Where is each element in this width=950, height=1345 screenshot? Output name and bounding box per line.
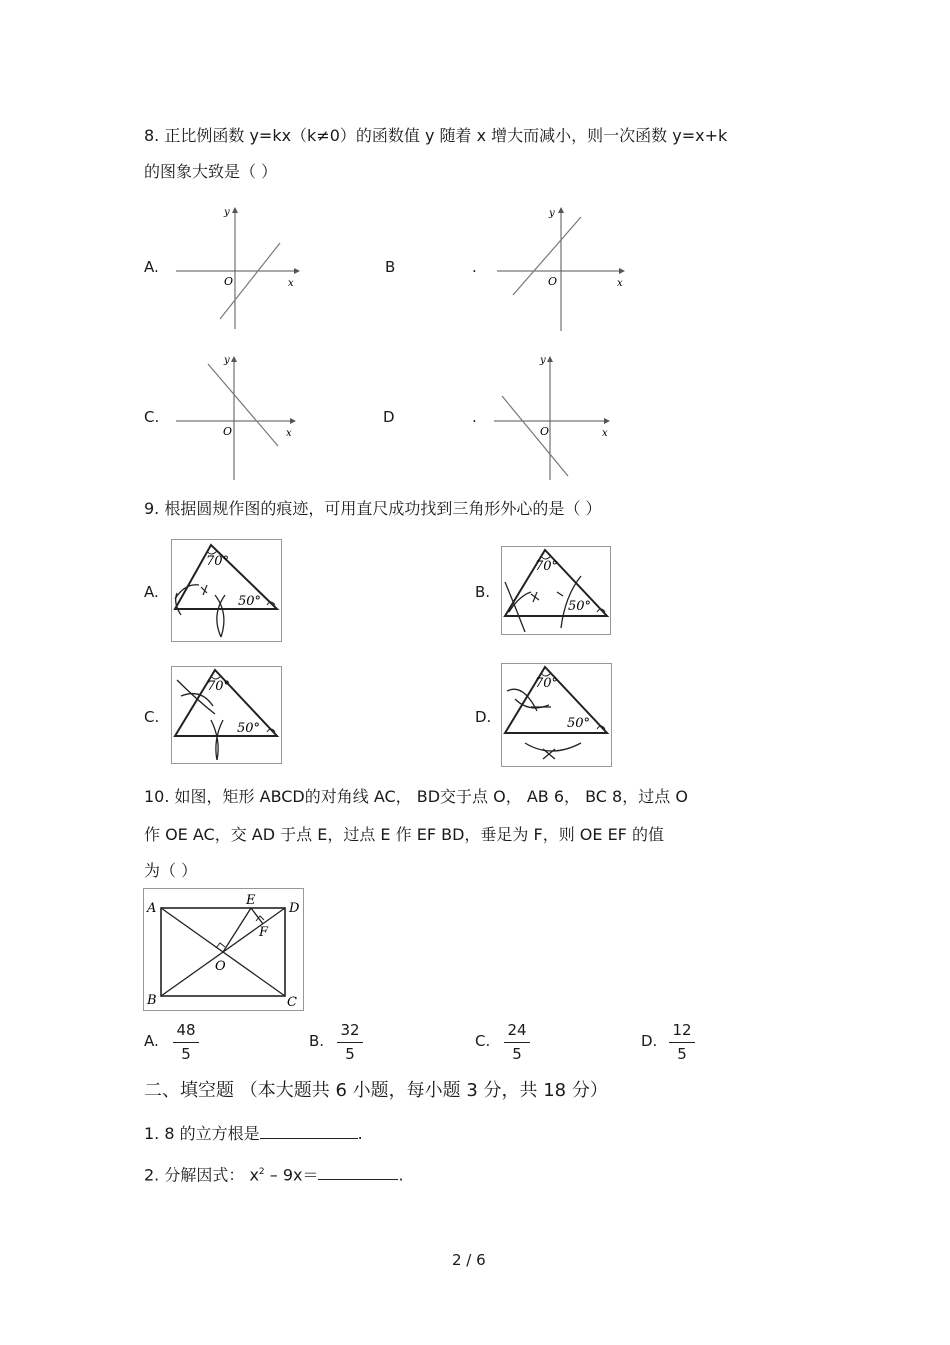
vertex-b-label: B xyxy=(147,993,157,1008)
section-2-heading: 二、填空题 （本大题共 6 小题，每小题 3 分，共 18 分） xyxy=(144,1080,608,1101)
fill-q2 xyxy=(144,1162,404,1185)
q9-option-a-label[interactable]: A. xyxy=(144,583,159,601)
point-f-label: F xyxy=(259,925,269,940)
point-o-label: O xyxy=(215,959,226,974)
x-axis-label: x xyxy=(286,428,292,439)
q8-option-b-dot: . xyxy=(472,258,477,276)
numerator: 32 xyxy=(340,1021,360,1039)
angle-70-label: 70° xyxy=(535,559,559,574)
q10-option-b-label[interactable]: B. xyxy=(309,1032,325,1050)
q10-option-c-label[interactable]: C. xyxy=(475,1032,491,1050)
fill-q2-expression: – 9x＝ xyxy=(264,1165,319,1185)
numerator: 48 xyxy=(176,1021,196,1039)
q8-graph-d xyxy=(492,352,616,482)
q8-stem-line2: 的图象大致是（ ） xyxy=(144,162,278,181)
q9-figure-d xyxy=(501,663,612,767)
q8-option-a-label[interactable]: A. xyxy=(144,258,159,276)
q8-option-d-dot: . xyxy=(472,408,477,426)
q10-rectangle-figure xyxy=(143,888,305,1012)
q10-stem-line1: 10. 如图，矩形 ABCD的对角线 AC， BD交于点 O， AB 6， BC 8，过点 O xyxy=(144,787,688,806)
angle-70-label: 70° xyxy=(206,554,230,569)
q8-option-b-label[interactable]: B xyxy=(385,258,396,276)
point-e-label: E xyxy=(246,893,256,908)
fill-q2-answer-blank[interactable] xyxy=(318,1179,398,1180)
fill-q2-period: . xyxy=(398,1165,404,1185)
q10-option-d-fraction xyxy=(669,1021,695,1063)
origin-label: O xyxy=(224,275,234,288)
x-axis-label: x xyxy=(602,428,608,439)
vertex-a-label: A xyxy=(147,901,157,916)
fill-q1-prompt: 1. 8 的立方根是 xyxy=(144,1124,260,1143)
q9-stem: 9. 根据圆规作图的痕迹，可用直尺成功找到三角形外心的是（ ） xyxy=(144,499,602,518)
q8-stem-line1: 8. 正比例函数 y=kx（k≠0）的函数值 y 随着 x 增大而减小，则一次函数 y=x+k xyxy=(144,126,728,145)
origin-label: O xyxy=(223,425,233,438)
origin-label: O xyxy=(548,275,558,288)
fill-q1 xyxy=(144,1124,363,1144)
page-number: 2 / 6 xyxy=(452,1251,486,1269)
q10-stem-line3: 为（ ） xyxy=(144,861,198,880)
q10-option-b-fraction xyxy=(337,1021,363,1063)
denominator: 5 xyxy=(677,1045,687,1063)
q8-option-d-label[interactable]: D xyxy=(383,408,395,426)
y-axis-label: y xyxy=(549,208,555,219)
q10-stem-line2: 作 OE AC，交 AD 于点 E，过点 E 作 EF BD，垂足为 F，则 OE EF 的值 xyxy=(144,825,664,844)
q8-graph-b xyxy=(495,205,627,333)
q10-option-d-label[interactable]: D. xyxy=(641,1032,658,1050)
origin-label: O xyxy=(540,425,550,438)
q9-option-b-label[interactable]: B. xyxy=(475,583,491,601)
q9-figure-a xyxy=(171,539,282,642)
x-axis-label: x xyxy=(288,278,294,289)
x-axis-label: x xyxy=(617,278,623,289)
q8-option-c-label[interactable]: C. xyxy=(144,408,160,426)
denominator: 5 xyxy=(345,1045,355,1063)
angle-70-label: 70° xyxy=(535,676,559,691)
numerator: 12 xyxy=(672,1021,692,1039)
fill-q2-exponent: 2 xyxy=(258,1167,265,1177)
angle-50-label: 50° xyxy=(568,599,592,614)
y-axis-label: y xyxy=(224,207,230,218)
angle-50-label: 50° xyxy=(238,594,262,609)
q9-option-d-label[interactable]: D. xyxy=(475,708,492,726)
vertex-c-label: C xyxy=(287,995,297,1010)
fill-q1-answer-blank[interactable] xyxy=(260,1138,358,1139)
numerator: 24 xyxy=(507,1021,527,1039)
q8-graph-c xyxy=(172,352,300,482)
q10-option-c-fraction xyxy=(504,1021,530,1063)
denominator: 5 xyxy=(181,1045,191,1063)
y-axis-label: y xyxy=(224,355,230,366)
q9-figure-c xyxy=(171,666,282,764)
angle-70-label: 70° xyxy=(207,679,231,694)
q10-option-a-label[interactable]: A. xyxy=(144,1032,159,1050)
angle-50-label: 50° xyxy=(237,721,261,736)
y-axis-label: y xyxy=(540,355,546,366)
q8-graph-a xyxy=(172,205,302,333)
denominator: 5 xyxy=(512,1045,522,1063)
fill-q1-period: . xyxy=(357,1124,363,1143)
q9-option-c-label[interactable]: C. xyxy=(144,708,160,726)
q9-figure-b xyxy=(501,546,611,635)
vertex-d-label: D xyxy=(289,901,300,916)
fill-q2-prompt: 2. 分解因式： x xyxy=(144,1165,259,1185)
q10-option-a-fraction xyxy=(173,1021,199,1063)
angle-50-label: 50° xyxy=(567,716,591,731)
